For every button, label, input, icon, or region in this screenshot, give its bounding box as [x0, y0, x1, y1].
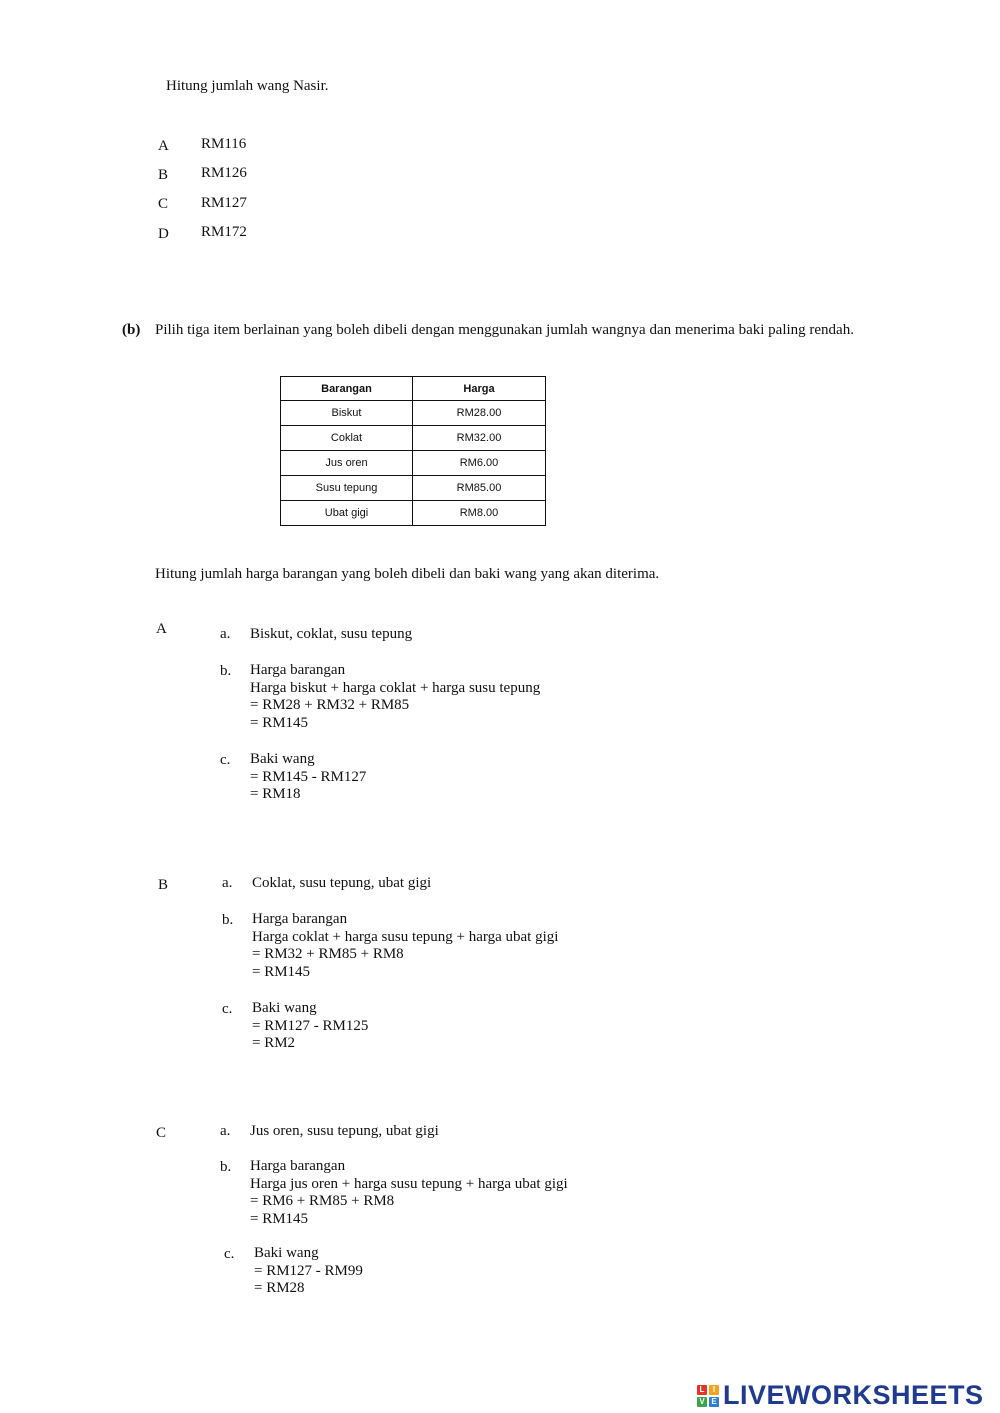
option-value: RM126	[201, 165, 247, 181]
question-a-prompt: Hitung jumlah wang Nasir.	[166, 78, 329, 94]
balance-calculation: Baki wang = RM145 - RM127 = RM18	[250, 751, 367, 802]
sub-label: a.	[220, 1123, 231, 1139]
items-text: Jus oren, susu tepung, ubat gigi	[250, 1123, 439, 1139]
table-header: Harga	[413, 377, 546, 401]
table-header: Barangan	[281, 377, 413, 401]
sub-label: a.	[220, 626, 231, 642]
answer-letter: B	[158, 877, 169, 893]
option-value: RM127	[201, 195, 247, 211]
sub-label: c.	[224, 1246, 235, 1262]
question-b-instruction: Hitung jumlah harga barangan yang boleh dibeli dan baki wang yang akan diterima.	[155, 566, 660, 582]
price-table	[280, 376, 546, 526]
answer-letter: C	[156, 1125, 167, 1141]
option-value: RM116	[201, 136, 247, 152]
table-header-row	[281, 377, 546, 401]
sub-label: c.	[222, 1001, 233, 1017]
logo-letter: L	[697, 1385, 707, 1395]
table-row	[281, 476, 546, 501]
table-cell: RM8.00	[413, 501, 546, 526]
option-letter: C	[158, 196, 169, 212]
logo-text: LIVEWORKSHEETS	[723, 1380, 984, 1410]
option-value: RM172	[201, 224, 247, 240]
sub-label: a.	[222, 875, 233, 891]
sub-label: c.	[220, 752, 231, 768]
table-row	[281, 426, 546, 451]
logo-letter: V	[697, 1397, 707, 1407]
items-text: Coklat, susu tepung, ubat gigi	[252, 875, 432, 891]
sub-label: b.	[220, 663, 232, 679]
table-cell: Ubat gigi	[281, 501, 413, 526]
table-row	[281, 451, 546, 476]
option-letter: D	[158, 226, 169, 242]
table-cell: Biskut	[281, 401, 413, 426]
price-calculation: Harga barangan Harga biskut + harga coklat + harga susu tepung = RM28 + RM32 + RM85 = RM145	[250, 662, 541, 731]
option-letter: A	[158, 138, 169, 154]
liveworksheets-logo[interactable]	[697, 1380, 984, 1411]
table-row	[281, 501, 546, 526]
table-row	[281, 401, 546, 426]
table-cell: RM6.00	[413, 451, 546, 476]
sub-label: b.	[220, 1159, 232, 1175]
balance-calculation: Baki wang = RM127 - RM125 = RM2	[252, 1000, 369, 1051]
sub-label: b.	[222, 912, 234, 928]
logo-mark-icon	[697, 1385, 719, 1407]
question-b-prompt: Pilih tiga item berlainan yang boleh dibeli dengan menggunakan jumlah wangnya dan menerima baki paling rendah.	[155, 322, 854, 338]
table-cell: Susu tepung	[281, 476, 413, 501]
option-letter: B	[158, 167, 169, 183]
items-text: Biskut, coklat, susu tepung	[250, 626, 413, 642]
table-cell: Jus oren	[281, 451, 413, 476]
logo-letter: E	[709, 1397, 719, 1407]
table-cell: Coklat	[281, 426, 413, 451]
price-calculation: Harga barangan Harga coklat + harga susu tepung + harga ubat gigi = RM32 + RM85 + RM8 = RM145	[252, 911, 559, 980]
table-cell: RM32.00	[413, 426, 546, 451]
price-calculation: Harga barangan Harga jus oren + harga susu tepung + harga ubat gigi = RM6 + RM85 + RM8 = RM145	[250, 1158, 568, 1227]
table-cell: RM85.00	[413, 476, 546, 501]
logo-letter: I	[709, 1385, 719, 1395]
answer-letter: A	[156, 621, 167, 637]
balance-calculation: Baki wang = RM127 - RM99 = RM28	[254, 1245, 363, 1296]
question-b-label: (b)	[122, 322, 141, 338]
table-cell: RM28.00	[413, 401, 546, 426]
